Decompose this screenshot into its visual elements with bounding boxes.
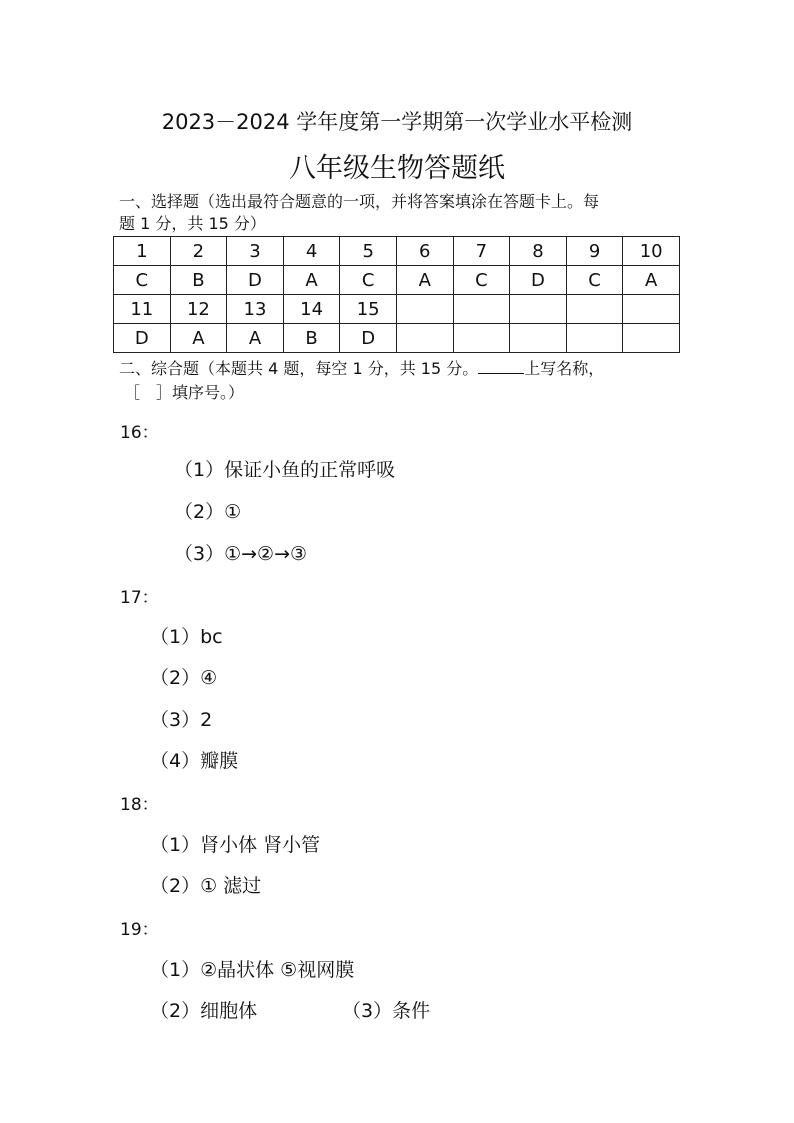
section1-instructions-line2: 题 1 分，共 15 分）	[119, 214, 266, 233]
table-cell: 4	[283, 237, 340, 266]
table-cell	[396, 295, 453, 324]
question-18-answer-2: （2）① 滤过	[150, 875, 262, 897]
table-row	[114, 295, 680, 324]
table-cell: C	[340, 266, 397, 295]
table-row	[114, 237, 680, 266]
table-cell: A	[623, 266, 680, 295]
table-cell: 5	[340, 237, 397, 266]
section2-instructions-line1	[119, 358, 604, 380]
question-17-label: 17：	[120, 588, 159, 608]
question-19-answer-2: （2）细胞体	[150, 1000, 258, 1022]
table-cell	[566, 324, 623, 353]
question-17-answer-3: （3）2	[150, 709, 213, 731]
question-16-answer-1: （1）保证小鱼的正常呼吸	[174, 459, 396, 481]
question-19-answer-3: （3）条件	[342, 1000, 431, 1022]
table-cell: 14	[283, 295, 340, 324]
table-cell: 8	[510, 237, 567, 266]
question-18-label: 18：	[120, 795, 159, 815]
table-cell: 1	[114, 237, 171, 266]
question-17-answer-1: （1）bc	[150, 626, 223, 648]
answer-sheet-title: 八年级生物答题纸	[289, 153, 505, 184]
table-cell: 10	[623, 237, 680, 266]
table-cell	[396, 324, 453, 353]
table-cell: 12	[170, 295, 227, 324]
table-cell: A	[396, 266, 453, 295]
table-cell: A	[170, 324, 227, 353]
table-row	[114, 324, 680, 353]
table-cell: 3	[227, 237, 284, 266]
table-cell: B	[283, 324, 340, 353]
table-row	[114, 266, 680, 295]
table-cell: 2	[170, 237, 227, 266]
table-cell: D	[340, 324, 397, 353]
table-cell	[510, 324, 567, 353]
table-cell: 9	[566, 237, 623, 266]
exam-title: 2023－2024 学年度第一学期第一次学业水平检测	[161, 110, 633, 134]
answer-table	[113, 236, 680, 353]
table-cell: B	[170, 266, 227, 295]
table-cell	[623, 295, 680, 324]
table-cell: 11	[114, 295, 171, 324]
question-16-answer-2: （2）①	[174, 501, 242, 523]
table-cell	[453, 324, 510, 353]
table-cell: 13	[227, 295, 284, 324]
section2-text-a: 二、综合题（本题共 4 题，每空 1 分，共 15 分。	[119, 359, 479, 378]
question-17-answer-4: （4）瓣膜	[150, 750, 239, 772]
table-cell: A	[227, 324, 284, 353]
table-cell: C	[453, 266, 510, 295]
table-cell	[623, 324, 680, 353]
question-19-label: 19：	[120, 920, 159, 940]
table-cell: A	[283, 266, 340, 295]
table-cell	[453, 295, 510, 324]
question-16-label: 16：	[120, 423, 159, 443]
blank-underline	[478, 359, 524, 374]
table-cell: D	[510, 266, 567, 295]
section1-instructions-line1: 一、选择题（选出最符合题意的一项，并将答案填涂在答题卡上。每	[119, 192, 600, 211]
section2-text-b: 上写名称，	[524, 359, 605, 378]
table-cell: C	[114, 266, 171, 295]
question-19-answer-1: （1）②晶状体 ⑤视网膜	[150, 959, 355, 981]
section2-instructions-line2: ［ ］填序号。）	[124, 383, 245, 402]
table-cell: D	[227, 266, 284, 295]
question-16-answer-3: （3）①→②→③	[174, 543, 308, 565]
table-cell	[510, 295, 567, 324]
table-cell: 15	[340, 295, 397, 324]
table-cell: D	[114, 324, 171, 353]
question-17-answer-2: （2）④	[150, 667, 218, 689]
question-18-answer-1: （1）肾小体 肾小管	[150, 834, 321, 856]
table-cell	[566, 295, 623, 324]
table-cell: 7	[453, 237, 510, 266]
table-cell: C	[566, 266, 623, 295]
table-cell: 6	[396, 237, 453, 266]
